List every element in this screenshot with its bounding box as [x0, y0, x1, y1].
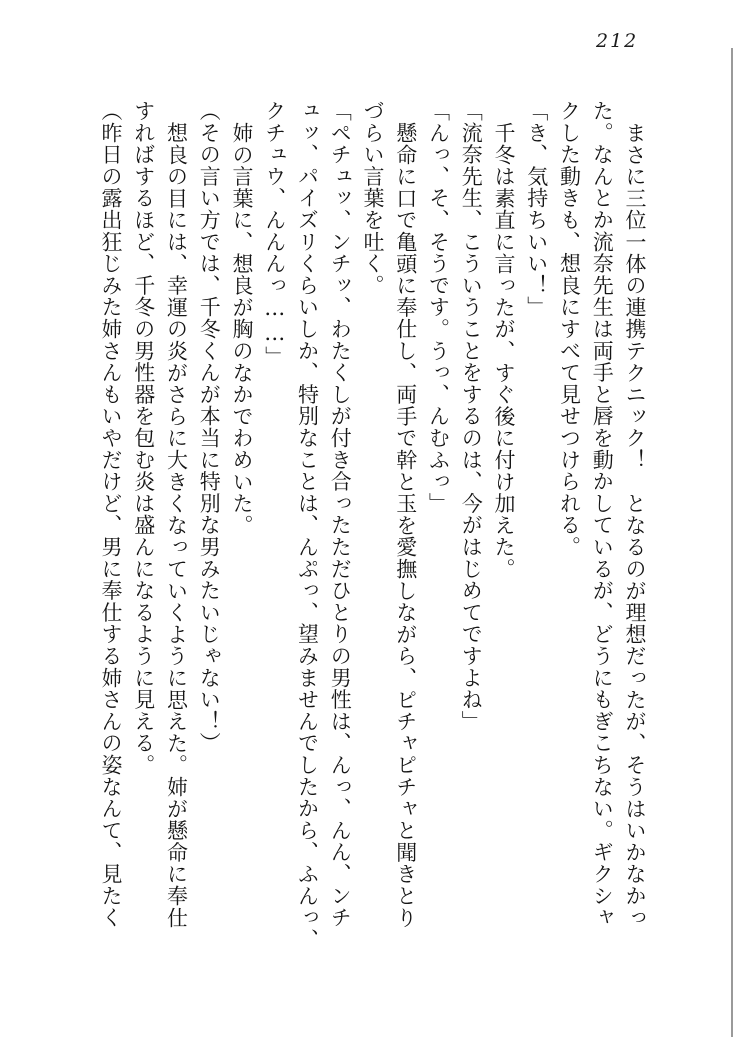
page-number: 212 — [596, 30, 639, 52]
text-line: まさに三位一体の連携テクニック！ となるのが理想だったが、そうはいかなかっ — [623, 121, 647, 929]
text-line: 「き、気持ちいい！」 — [524, 100, 549, 318]
text-line: （昨日の露出狂じみた姉さんもいやだけど、男に奉仕する姉さんの姿なんて、見たく — [99, 100, 123, 929]
text-line: （その言い方では、千冬くんが本当に特別な男みたいじゃない！） — [197, 100, 222, 754]
text-line: ュッ、パイズリくらいしか、特別なことは、んぷっ、望みませんでしたから、ふんっ、 — [295, 100, 320, 951]
text-line: クチュウ、んんんっ……」 — [262, 100, 287, 368]
text-line: 「流奈先生、こういうことをするのは、今がはじめてですよね」 — [459, 100, 484, 733]
page-gutter-line — [731, 48, 733, 1037]
text-line: すればするほど、千冬の男性器を包む炎は盛んになるように見える。 — [131, 100, 156, 776]
text-line: 想良の目には、幸運の炎がさらに大きくなっていくように思えた。姉が懸命に奉仕 — [164, 121, 189, 929]
text-line: づらい言葉を吐く。 — [361, 100, 385, 297]
text-line: た。なんとか流奈先生は両手と唇を動かしているが、どうにもぎこちない。ギクシャ — [590, 100, 615, 929]
text-line: 「んっ、そ、そうです。うっ、んむふっ」 — [426, 100, 451, 515]
text-line: 「ペチュッ、ンチッ、わたくしが付き合ったただひとりの男性は、んっ、んん、ンチ — [328, 100, 353, 929]
text-line: 懸命に口で亀頭に奉仕し、両手で幹と玉を愛撫しながら、ピチャピチャと聞きとり — [393, 121, 418, 929]
text-columns — [94, 100, 651, 951]
text-line: 姉の言葉に、想良が胸のなかでわめいた。 — [230, 121, 254, 536]
text-line: 千冬は素直に言ったが、すぐ後に付け加えた。 — [492, 121, 516, 580]
text-line: クした動きも、想良にすべて見せつけられる。 — [557, 100, 582, 558]
